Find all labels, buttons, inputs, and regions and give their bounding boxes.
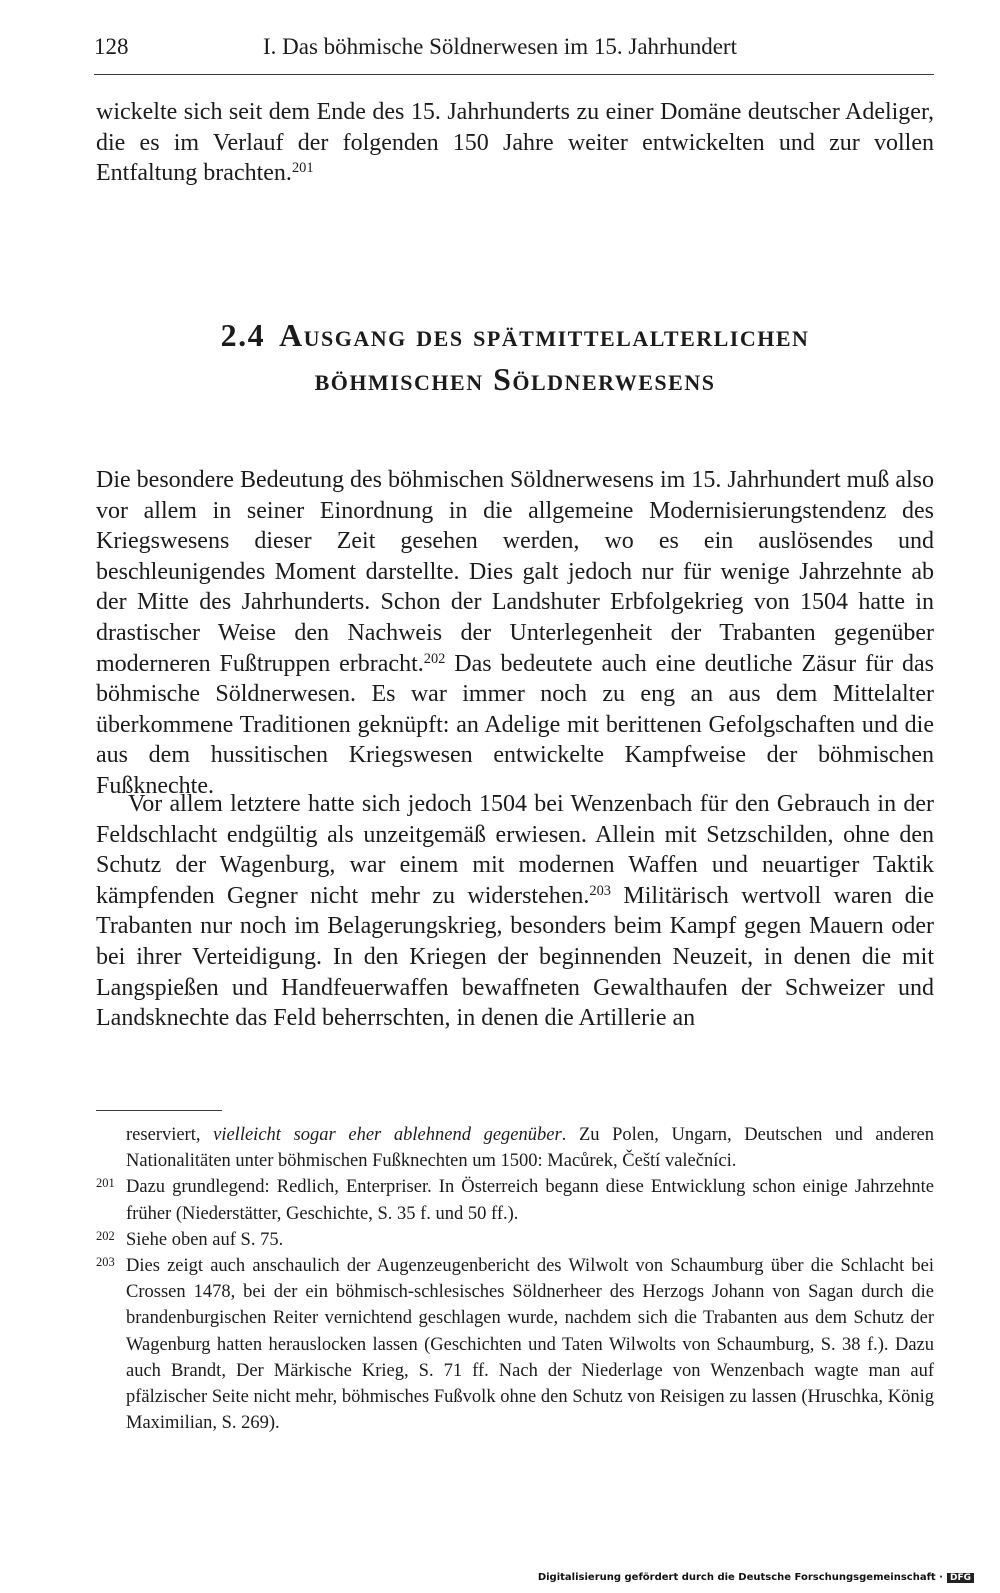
footnote-ref-201: 201: [291, 160, 314, 177]
footnote-separator: [96, 1110, 222, 1111]
dfg-logo: DFG: [947, 1573, 974, 1583]
footnote-number: 201: [96, 1176, 115, 1191]
section-title-line2: böhmischen Söldnerwesens: [314, 361, 716, 397]
running-title: I. Das böhmische Söldnerwesen im 15. Jahrhundert: [263, 34, 737, 59]
footnote-text: . Zu Polen, Ungarn, Deutschen und anderen Nationalitäten unter böhmischen Fußknechten um 1500: Macůrek, Čeští valečníci.: [126, 1125, 934, 1172]
paragraph-text: Vor allem letztere hatte sich jedoch 1504 bei Wenzenbach für den Gebrauch in der Feldschlacht endgültig als unzeitgemäß erwiesen. Allein mit Setzschilden, ohne den Schutz der Wagenburg, war einem mit modernen Waffen und neuartiger Taktik kämpfenden Gegner nicht mehr zu widerstehen.: [96, 791, 934, 909]
footnote-italic-text: vielleicht sogar eher ablehnend gegenüber: [213, 1125, 562, 1145]
footnote-continuation: [96, 1122, 934, 1174]
footnotes: [96, 1122, 934, 1436]
footnote-text: Siehe oben auf S. 75.: [126, 1229, 284, 1250]
running-head: [94, 34, 934, 72]
footnote-number: 203: [96, 1255, 115, 1270]
footnote-text: reserviert,: [126, 1125, 214, 1145]
digitization-credit: [538, 1572, 974, 1583]
header-rule: [94, 74, 934, 75]
footnote-ref-203: 203: [589, 882, 611, 899]
footnote-201: [96, 1174, 934, 1226]
section-heading: [96, 313, 934, 401]
credit-text: Digitalisierung gefördert durch die Deutsche Forschungsgemeinschaft ·: [537, 1572, 943, 1583]
footnote-ref-202: 202: [423, 650, 446, 667]
paragraph-text: Die besondere Bedeutung des böhmischen Söldnerwesens im 15. Jahrhundert muß also vor allem in seiner Einordnung in die allgemeine Modernisierungstendenz des Kriegswesens dieser Zeit gesehen werden, wo es ein auslösendes und beschleunigendes Moment darstellte. Dies galt jedoch nur für wenige Jahrzehnte ab der Mitte des Jahrhunderts. Schon der Landshuter Erbfolgekrieg von 1504 hatte in drastischer Weise den Nachweis der Unterlegenheit der Trabanten gegenüber moderneren Fußtruppen erbracht.: [96, 467, 934, 677]
footnote-text: Dies zeigt auch anschaulich der Augenzeugenbericht des Wilwolt von Schaumburg über die Schlacht bei Crossen 1478, bei der ein böhmisch-schlesisches Söldnerheer des Herzogs Johann von Sagan durch die brandenburgischen Reiter vernichtend geschlagen wurde, nachdem sich die Trabanten aus dem Schutz der Wagenburg hatten herauslocken lassen (Geschichten und Taten Wilwolts von Schaumburg, S. 38 f.). Dazu auch Brandt, Der Märkische Krieg, S. 71 ff. Nach der Niederlage von Wenzenbach wagte man auf pfälzischer Seite nicht mehr, böhmisches Fußvolk ohne den Schutz von Reisigen zu lassen (Hruschka, König Maximilian, S. 269).: [126, 1256, 934, 1434]
paragraph-text: Das bedeutete auch eine deutliche Zäsur für das böhmische Söldnerwesen. Es war immer noch zu eng an aus dem Mittelalter überkommene Traditionen geknüpft: an Adelige mit berittenen Gefolgschaften und die aus dem hussitischen Kriegswesen entwickelte Kampfweise der böhmischen Fußknechte.: [96, 650, 934, 799]
paragraph-text: wickelte sich seit dem Ende des 15. Jahrhunderts zu einer Domäne deutscher Adeliger, die es im Verlauf der folgenden 150 Jahre weiter entwickelten und zur vollen Entfaltung brachten.: [96, 99, 934, 187]
footnote-text: Dazu grundlegend: Redlich, Enterpriser. In Österreich begann diese Entwicklung schon einige Jahrzehnte früher (Niederstätter, Geschichte, S. 35 f. und 50 ff.).: [126, 1177, 934, 1224]
footnote-202: [96, 1227, 934, 1253]
footnote-203: [96, 1253, 934, 1436]
section-title-line1: Ausgang des spätmittelalterlichen: [279, 317, 810, 353]
paragraph-text: Militärisch wertvoll waren die Trabanten nur noch im Belagerungskrieg, besonders beim Kampf gegen Mauern oder bei ihrer Verteidigung. In den Kriegen der beginnenden Neuzeit, in denen die mit Langspießen und Handfeuerwaffen bewaffneten Gewalthaufen der Schweizer und Landsknechte das Feld beherrschten, in denen die Artillerie an: [96, 882, 935, 1032]
footnote-number: 202: [96, 1228, 115, 1243]
paragraph: [96, 465, 934, 802]
section-number: 2.4: [220, 317, 266, 353]
paragraph-continuation: [96, 97, 934, 189]
paragraph: [96, 789, 934, 1034]
page-number: 128: [94, 34, 129, 59]
